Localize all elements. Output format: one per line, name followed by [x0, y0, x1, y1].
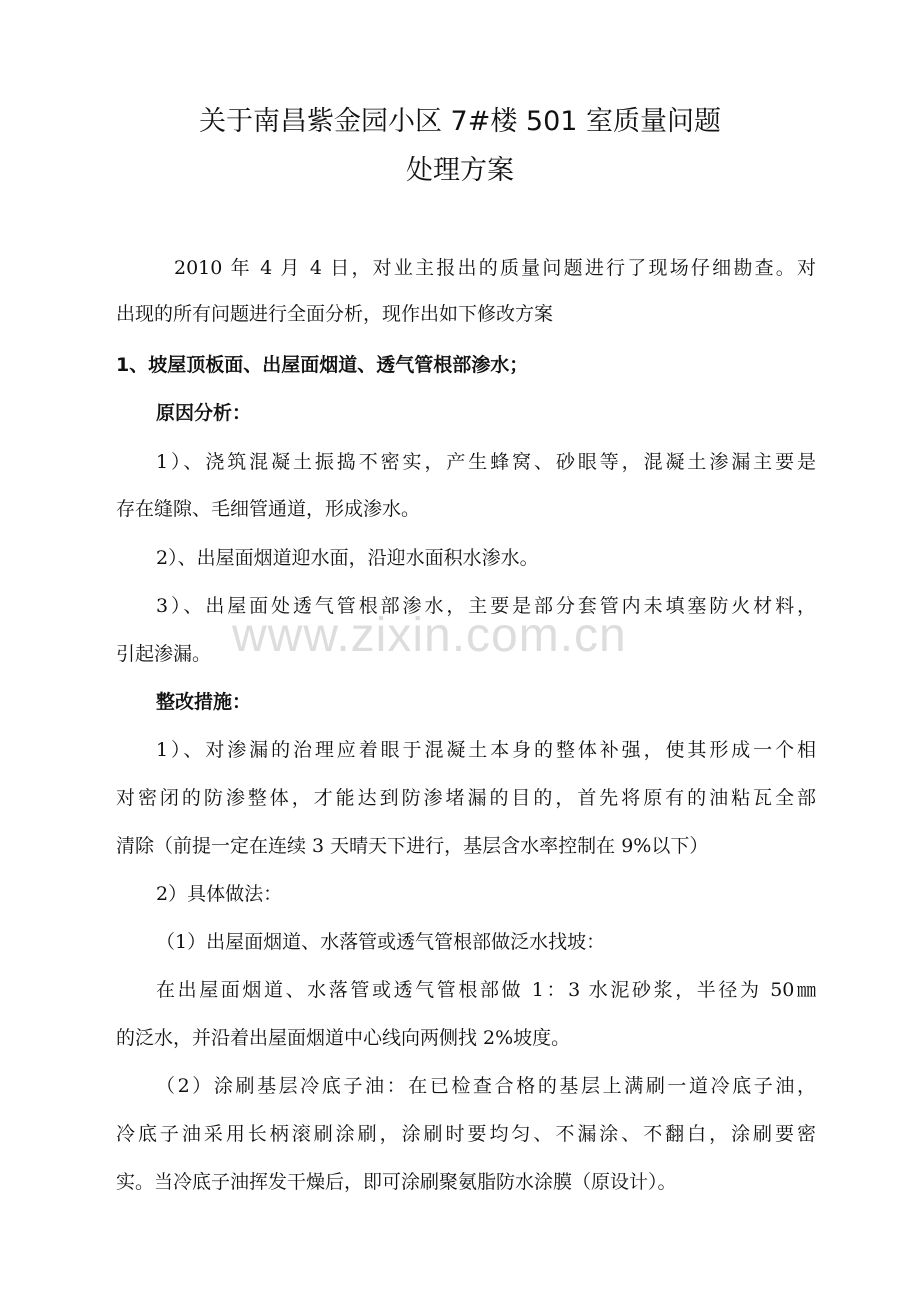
measure-item-line: 对密闭的防渗整体，才能达到防渗堵漏的目的，首先将原有的油粘瓦全部	[116, 787, 816, 809]
cause-item-line: 3）、出屋面处透气管根部渗水，主要是部分套管内未填塞防火材料，	[156, 595, 816, 617]
intro-paragraph-line: 出现的所有问题进行全面分析，现作出如下修改方案	[116, 303, 554, 325]
section-heading: 1、坡屋顶板面、出屋面烟道、透气管根部渗水；	[116, 354, 529, 376]
watermark: www.zixin.com.cn	[232, 609, 627, 662]
cause-heading: 原因分析：	[156, 402, 252, 424]
step-text-line: 冷底子油采用长柄滚刷涂刷，涂刷时要均匀、不漏涂、不翻白，涂刷要密	[116, 1123, 816, 1145]
step-heading: （1）出屋面烟道、水落管或透气管根部做泛水找坡：	[156, 931, 606, 953]
measure-heading: 整改措施：	[156, 691, 252, 713]
step-text-line: 的泛水，并沿着出屋面烟道中心线向两侧找 2%坡度。	[116, 1027, 571, 1049]
cause-item-line: 2）、出屋面烟道迎水面，沿迎水面积水渗水。	[156, 547, 539, 569]
cause-item-line: 存在缝隙、毛细管通道，形成渗水。	[116, 498, 421, 520]
measure-item-line: 1）、对渗漏的治理应着眼于混凝土本身的整体补强，使其形成一个相	[156, 739, 816, 761]
step-text-line: （2）涂刷基层冷底子油：在已检查合格的基层上满刷一道冷底子油，	[156, 1075, 816, 1097]
measure-item-line: 2）具体做法：	[156, 883, 283, 905]
document-title: 关于南昌紫金园小区 7#楼 501 室质量问题	[198, 106, 722, 137]
step-text-line: 在出屋面烟道、水落管或透气管根部做 1：3 水泥砂浆，半径为 50㎜	[156, 979, 816, 1001]
step-text-line: 实。当冷底子油挥发干燥后，即可涂刷聚氨脂防水涂膜（原设计）。	[116, 1171, 677, 1193]
cause-item-line: 1）、浇筑混凝土振捣不密实，产生蜂窝、砂眼等，混凝土渗漏主要是	[156, 451, 816, 473]
measure-item-line: 清除（前提一定在连续 3 天晴天下进行，基层含水率控制在 9%以下）	[116, 835, 709, 857]
intro-paragraph-line: 2010 年 4 月 4 日，对业主报出的质量问题进行了现场仔细勘查。对	[174, 257, 816, 279]
cause-item-line: 引起渗漏。	[116, 643, 212, 665]
document-subtitle: 处理方案	[406, 155, 514, 186]
